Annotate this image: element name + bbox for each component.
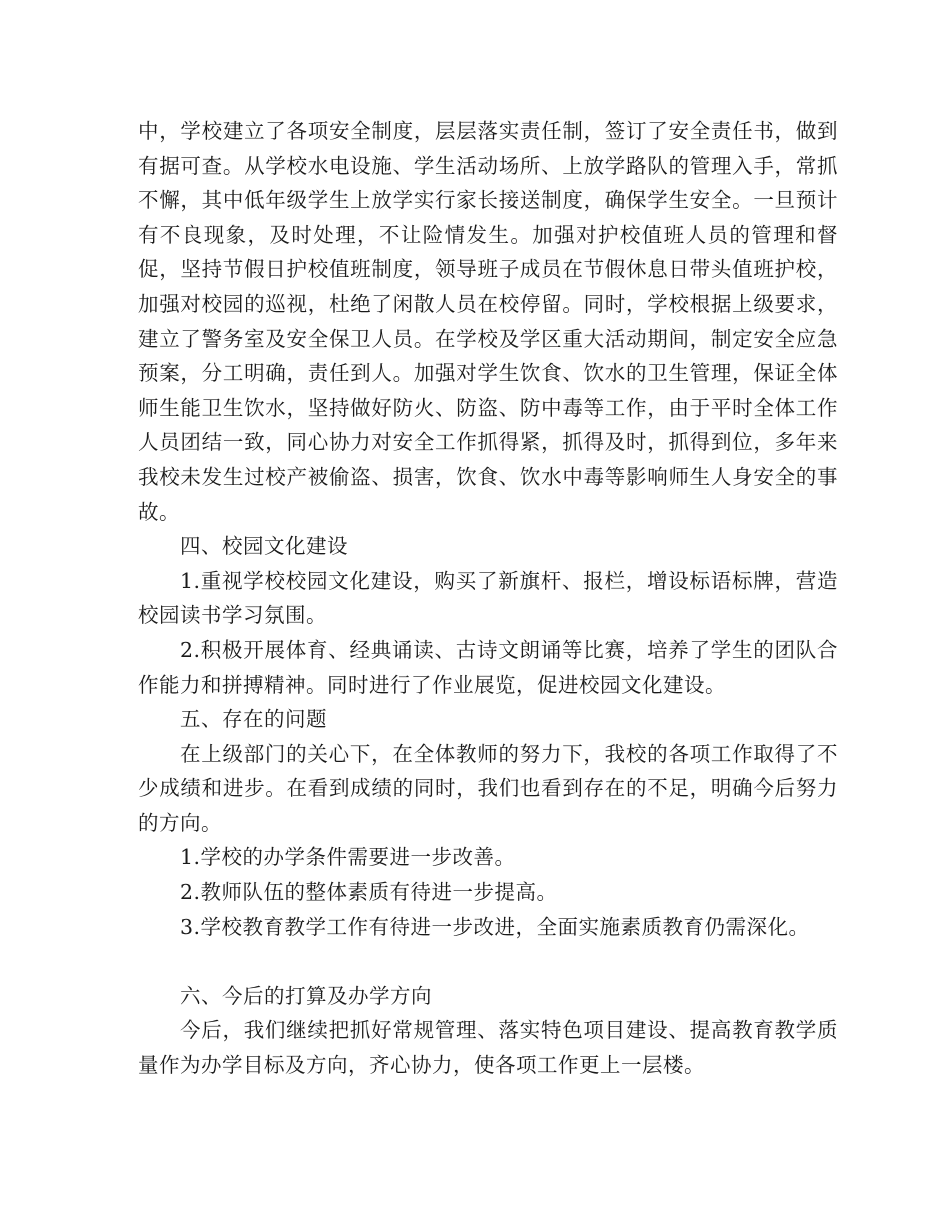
list-item-campus-culture-2: 2.积极开展体育、经典诵读、古诗文朗诵等比赛，培养了学生的团队合作能力和拼搏精神。同时进行了作业展览，促进校园文化建设。	[138, 637, 838, 697]
section-heading-campus-culture: 四、校园文化建设	[180, 534, 348, 559]
section-heading-future-plans: 六、今后的打算及办学方向	[180, 983, 432, 1008]
list-item-problem-3: 3.学校教育教学工作有待进一步改进，全面实施素质教育仍需深化。	[180, 914, 810, 939]
section-heading-existing-problems: 五、存在的问题	[180, 707, 327, 732]
document-page	[138, 114, 838, 1083]
list-item-problem-2: 2.教师队伍的整体素质有待进一步提高。	[180, 880, 558, 905]
paragraph-future-plans: 今后，我们继续把抓好常规管理、落实特色项目建设、提高教育教学质量作为办学目标及方向，齐心协力，使各项工作更上一层楼。	[138, 1018, 838, 1078]
paragraph-problems-intro: 在上级部门的关心下，在全体教师的努力下，我校的各项工作取得了不少成绩和进步。在看到成绩的同时，我们也看到存在的不足，明确今后努力的方向。	[138, 741, 838, 835]
list-item-problem-1: 1.学校的办学条件需要进一步改善。	[180, 845, 516, 870]
paragraph-safety-management: 中，学校建立了各项安全制度，层层落实责任制，签订了安全责任书，做到有据可查。从学校水电设施、学生活动场所、上放学路队的管理入手，常抓不懈，其中低年级学生上放学实行家长接送制度，确保学生安全。一旦预计有不良现象，及时处理，不让险情发生。加强对护校值班人员的管理和督促，坚持节假日护校值班制度，领导班子成员在节假休息日带头值班护校，加强对校园的巡视，杜绝了闲散人员在校停留。同时，学校根据上级要求，建立了警务室及安全保卫人员。在学校及学区重大活动期间，制定安全应急预案，分工明确，责任到人。加强对学生饮食、饮水的卫生管理，保证全体师生能卫生饮水，坚持做好防火、防盗、防中毒等工作，由于平时全体工作人员团结一致，同心协力对安全工作抓得紧，抓得及时，抓得到位，多年来我校未发生过校产被偷盗、损害，饮食、饮水中毒等影响师生人身安全的事故。	[138, 119, 838, 524]
blank-line	[138, 944, 838, 979]
list-item-campus-culture-1: 1.重视学校校园文化建设，购买了新旗杆、报栏，增设标语标牌，营造校园读书学习氛围。	[138, 568, 838, 628]
